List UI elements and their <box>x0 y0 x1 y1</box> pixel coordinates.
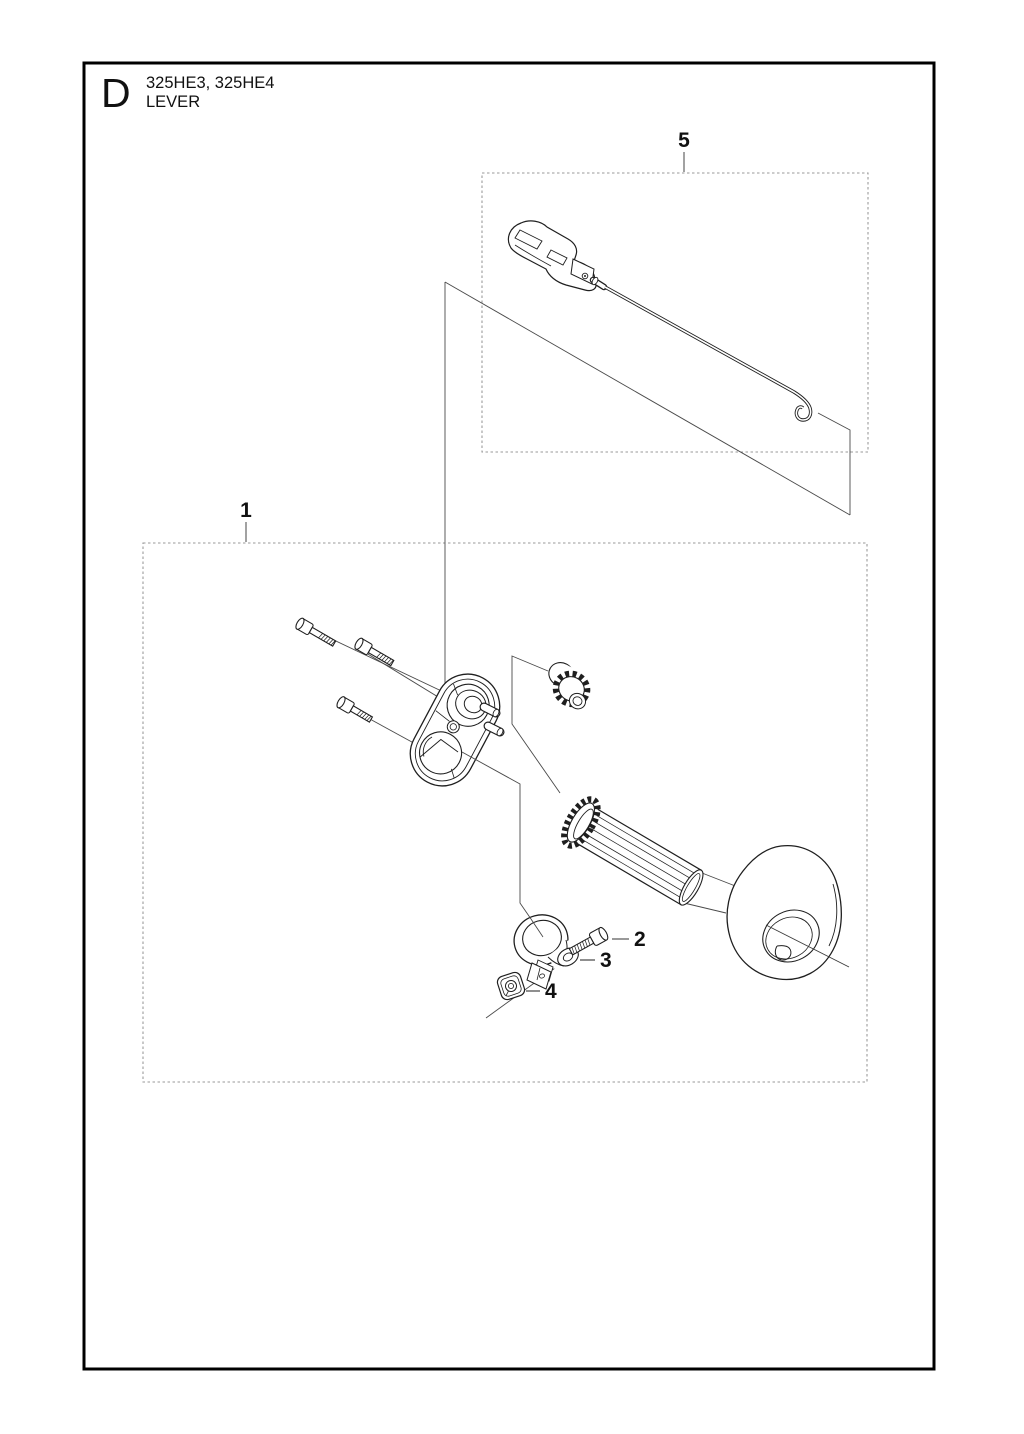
callout-5: 5 <box>678 129 690 152</box>
section-letter: D <box>101 70 131 116</box>
page-border <box>84 63 934 1369</box>
callout-2: 2 <box>634 928 646 951</box>
callout-3: 3 <box>600 949 612 972</box>
model-numbers: 325HE3, 325HE4 <box>146 74 275 92</box>
callout-4: 4 <box>545 980 557 1003</box>
callout-1: 1 <box>240 499 252 522</box>
part-title: LEVER <box>146 93 201 111</box>
